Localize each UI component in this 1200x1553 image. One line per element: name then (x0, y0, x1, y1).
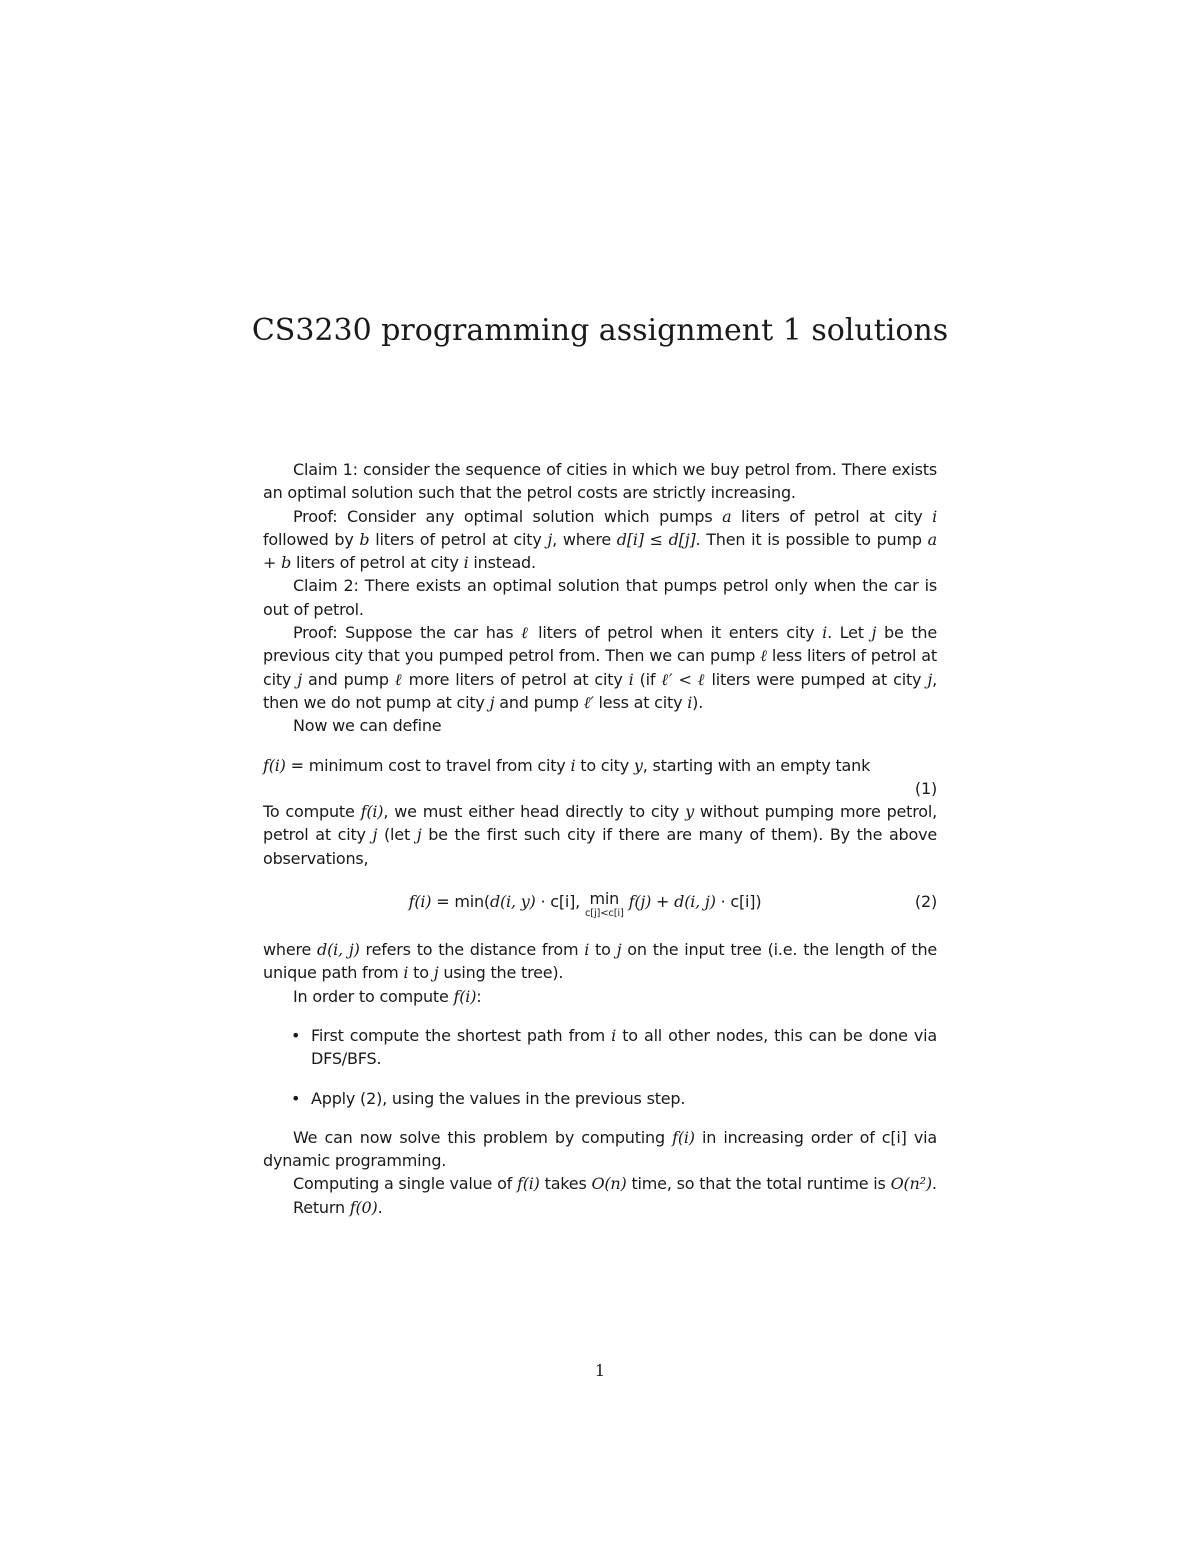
where-text-part: refers to the distance from (359, 940, 585, 960)
list-item-text: to all other nodes, this can be done via DFS/BFS. (311, 1025, 937, 1069)
math-var: j (616, 940, 622, 960)
compute-text-part: without pumping more petrol, petrol at city (263, 802, 938, 845)
proof-1-text: followed by (263, 529, 360, 549)
list-item-text: First compute the shortest path from (311, 1025, 612, 1045)
proof-1-text: . Then it is possible to pump (695, 529, 928, 549)
return-text-part: Return (293, 1197, 350, 1217)
steps-list (263, 1024, 937, 1110)
min-label: min (589, 889, 620, 909)
equation-2-body (263, 890, 937, 920)
order-text (263, 985, 937, 1008)
proof-2-text: less liters of petrol at city (263, 646, 937, 689)
where-text-part: using the tree). (438, 963, 564, 983)
math-expr: d(i, j) (674, 892, 716, 912)
math-var: j (416, 825, 422, 845)
proof-2-text: less at city (593, 692, 688, 712)
proof-2-text: be the previous city that you pumped petrol from. Then we can pump (263, 623, 937, 666)
equation-1-number: (1) (914, 778, 937, 798)
equation-1-text: to city (575, 755, 634, 775)
proof-2-text: liters of petrol when it enters city (530, 623, 823, 643)
equation-2-text: + (651, 892, 675, 912)
proof-2-text: , then we do not pump at city (263, 669, 937, 712)
proof-2-text: and pump (302, 669, 395, 689)
equation-2 (263, 884, 937, 936)
math-var: j (489, 692, 495, 712)
where-text-part: on the input tree (i.e. the length of the unique path from (263, 940, 938, 983)
proof-1-text: instead. (468, 553, 536, 573)
min-operator (585, 890, 624, 920)
list-item (263, 1087, 937, 1110)
compute-text-part: be the first such city if there are many of them). By the above observations, (263, 825, 938, 868)
return-text (263, 1196, 937, 1219)
math-expr: f(i) (408, 892, 432, 912)
math-var: j (547, 529, 553, 549)
proof-1-text: liters of petrol at city (291, 553, 464, 573)
math-expr: a + b (263, 529, 937, 573)
math-var: ℓ (760, 646, 767, 666)
proof-1-text: , where (552, 529, 617, 549)
math-var: a (722, 506, 732, 526)
math-var: j (433, 963, 439, 983)
dp-text (263, 1126, 937, 1173)
math-expr: f(0) (349, 1197, 378, 1217)
math-var: i (570, 755, 576, 775)
math-var: i (687, 692, 693, 712)
math-expr: ℓ′ < ℓ (661, 669, 706, 689)
math-expr: f(i) (517, 1174, 540, 1194)
math-var: ℓ (521, 623, 531, 643)
math-var: j (372, 825, 378, 845)
dp-text-part: We can now solve this problem by computing (293, 1127, 673, 1147)
list-item-text: Apply (2), using the values in the previous step. (311, 1088, 686, 1108)
where-text-part: to (589, 940, 617, 960)
runtime-text-part: Computing a single value of (293, 1174, 517, 1194)
equation-2-number: (2) (914, 892, 937, 912)
claim-2: Claim 2: There exists an optimal solution that pumps petrol only when the car is out of petrol. (263, 576, 937, 619)
math-var: i (403, 963, 409, 983)
proof-1 (263, 505, 937, 575)
math-expr: d(i, j) (317, 940, 360, 960)
compute-text (263, 800, 937, 870)
bullet-icon: • (291, 1088, 301, 1108)
math-expr: d[i] ≤ d[j] (616, 529, 696, 549)
runtime-text (263, 1172, 937, 1195)
claim-1: Claim 1: consider the sequence of cities in which we buy petrol from. There exists an optimal solution such that the petrol costs are strictly increasing. (263, 460, 937, 503)
math-var: i (584, 940, 590, 960)
equation-1-text: = minimum cost to travel from city (285, 755, 571, 775)
math-var: j (871, 623, 877, 643)
min-subscript: c[j]<c[i] (584, 908, 624, 920)
math-var: b (359, 529, 370, 549)
math-var: i (822, 623, 828, 643)
runtime-text-part: time, so that the total runtime is (626, 1174, 891, 1194)
math-var: ℓ (394, 669, 403, 689)
return-text-part: . (377, 1197, 383, 1217)
equation-2-text: · c[i], (535, 892, 585, 912)
equation-1-body (263, 754, 937, 777)
proof-2-text: and pump (494, 692, 584, 712)
math-var: i (628, 669, 634, 689)
math-var: y (633, 755, 643, 775)
math-var: y (685, 802, 694, 822)
bullet-icon: • (291, 1025, 301, 1045)
where-text-part: to (408, 963, 434, 983)
proof-2-text: liters were pumped at city (705, 669, 928, 689)
math-var: j (927, 669, 933, 689)
math-var: ℓ′ (583, 692, 594, 712)
proof-1-text: Proof: Consider any optimal solution which pumps (293, 506, 723, 526)
proof-2-text: (if (633, 669, 662, 689)
math-expr: d(i, y) (489, 892, 536, 912)
define-text: Now we can define (293, 716, 442, 736)
order-text-part: : (476, 986, 482, 1006)
math-expr: f(i) (453, 986, 477, 1006)
math-var: i (463, 553, 469, 573)
compute-text-part: , we must either head directly to city (383, 802, 686, 822)
page-title: CS3230 programming assignment 1 solutions (251, 313, 949, 348)
math-expr: f(i) (672, 1127, 695, 1147)
equation-2-text: = min( (431, 892, 490, 912)
runtime-text-part: . (931, 1174, 937, 1194)
proof-2-text: more liters of petrol at city (402, 669, 629, 689)
proof-2-text: . Let (827, 623, 872, 643)
proof-1-text: liters of petrol at city (369, 529, 548, 549)
where-text-part: where (263, 940, 318, 960)
proof-1-text: liters of petrol at city (731, 506, 933, 526)
order-text-part: In order to compute (293, 986, 454, 1006)
proof-2-text: Proof: Suppose the car has (293, 623, 522, 643)
compute-text-part: To compute (263, 802, 361, 822)
equation-2-text: · c[i]) (715, 892, 762, 912)
compute-text-part: (let (377, 825, 417, 845)
equation-1-text: , starting with an empty tank (642, 755, 871, 775)
runtime-text-part: takes (539, 1174, 592, 1194)
where-text (263, 938, 937, 985)
proof-2-text: ). (692, 692, 704, 712)
math-expr: O(n) (591, 1174, 627, 1194)
math-expr: f(i) (263, 755, 286, 775)
math-expr: f(i) (360, 802, 384, 822)
proof-2 (263, 621, 937, 714)
dp-text-part: in increasing order of c[i] via dynamic programming. (263, 1127, 937, 1171)
page-number: 1 (594, 1361, 606, 1380)
math-expr: f(j) (628, 892, 652, 912)
math-var: i (611, 1025, 617, 1045)
math-var: j (297, 669, 302, 689)
math-var: i (932, 506, 937, 526)
equation-1 (263, 754, 937, 801)
list-item (263, 1024, 937, 1071)
document-body (263, 458, 937, 1219)
math-expr: O(n²) (890, 1174, 932, 1194)
